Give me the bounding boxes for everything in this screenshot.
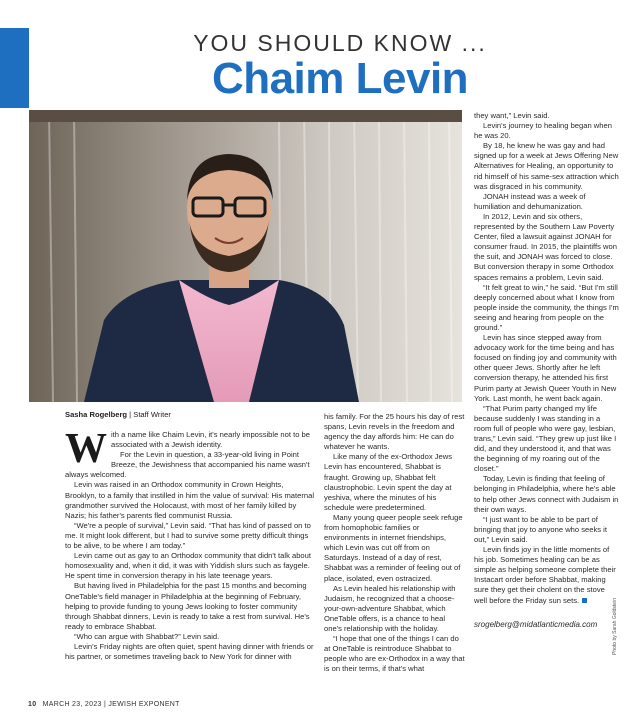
closing-text: Levin finds joy in the little moments of his job. Sometimes healing can be as simple as helping someone complete their Instacart order before Shabbat, making sure they get their cholent on the stove well before the Friday sun sets. <box>474 545 616 605</box>
publication-name: JEWISH EXPONENT <box>108 701 180 708</box>
paragraph: Levin's journey to healing began when he was 20. <box>474 121 612 141</box>
paragraph: “It felt great to win,” he said. “But I'm still deeply concerned about what I know from people inside the community, the things I'm seeing and hearing from people on the ground.” <box>474 282 619 332</box>
article-column-2 <box>324 412 465 674</box>
paragraph: Levin has since stepped away from advocacy work for the time being and has focused on finding joy and community with other queer Jews. Shortly after he left conversion therapy, he attended his first Purim party at Jewish Queer Youth in New York. Last month, he went back again. <box>474 333 617 403</box>
footer-separator: | <box>103 701 107 708</box>
paragraph: Many young queer people seek refuge from homophobic families or environments in internet friendships, which Levin was cut off from on Saturdays. Instead of a day of rest, Shabbat was a reminder of feeling out of place, isolated, even ostracized. <box>324 512 463 583</box>
paragraph: they want,” Levin said. <box>474 111 550 120</box>
paragraph: Levin came out as gay to an Orthodox community that didn't talk about homosexuality and, when it did, it was with Yiddish slurs such as faygele. He spent time in conversion therapy in his late teenage years. <box>65 551 311 581</box>
author-email-line <box>474 620 619 630</box>
paragraph: “Who can argue with Shabbat?” Levin said. <box>74 631 220 641</box>
paragraph: But having lived in Philadelphia for the past 15 months and becoming OneTable's field manager in Philadelphia at the beginning of February, helping to provide funding to young Jews looking to foster community through Shabbat dinners, Levin is ready to take a rest from survival. He's ready to embrace Shabbat. <box>65 581 310 631</box>
accent-bar <box>0 28 29 108</box>
article-column-3 <box>474 111 619 630</box>
paragraph: “I hope that one of the things I can do at OneTable is reintroduce Shabbat to people who are ex-Orthodox in a way that is on their terms, if that's what <box>324 634 465 674</box>
drop-cap: W <box>65 426 107 472</box>
paragraph: For the Levin in question, a 33-year-old living in Point Breeze, the Jewishness that accompanied his name wasn't always welcomed. <box>65 450 310 480</box>
page-number: 10 <box>28 701 37 708</box>
article-column-1 <box>65 426 315 662</box>
paragraph: ith a name like Chaim Levin, it's nearly impossible not to be associated with a Jewish identity. <box>111 430 310 450</box>
author-name: Sasha Rogelberg <box>65 410 128 419</box>
paragraph: Levin was raised in an Orthodox community in Crown Heights, Brooklyn, to a family that instilled in him the value of survival: His maternal grandmother survived the Holocaust, with most of her family killed by Nazis; his father's parents fled communist Russia. <box>65 480 315 520</box>
paragraph: Today, Levin is finding that feeling of belonging in Philadelphia, where he's able to help other Jews connect with Judaism in their own ways. <box>474 474 619 514</box>
paragraph: In 2012, Levin and six others, represented by the Southern Law Poverty Center, filed a lawsuit against JONAH for consumer fraud. In 2015, the plaintiffs won the suit, and JONAH was forced to close. But conversion therapy in some Orthodox spaces remains a problem, Levin said. <box>474 211 617 282</box>
paragraph: “That Purim party changed my life because suddenly I was standing in a room full of people who were gay, lesbian, trans,” Levin said. “They grew up just like I did, and they understood it, and that was the beginning of my roaring out of the closet.” <box>474 403 617 474</box>
byline: Sasha Rogelberg | Staff Writer <box>65 410 171 419</box>
section-kicker: YOU SHOULD KNOW ... <box>193 30 487 56</box>
page-footer <box>28 701 180 708</box>
paragraph: By 18, he knew he was gay and had signed up for a week at Jews Offering New Alternatives for Healing, an opportunity to rid himself of his same-sex attraction which was disgraced in his community. <box>474 141 619 191</box>
author-role: Staff Writer <box>133 410 171 419</box>
end-mark-icon <box>582 598 587 603</box>
page-title: Chaim Levin <box>211 54 469 103</box>
portrait-photo <box>29 110 462 402</box>
paragraph <box>474 545 619 606</box>
paragraph: “We're a people of survival,” Levin said. “That has kind of passed on to me. It might look different, but I had to survive some pretty difficult things to be alive, to be where I am today.” <box>65 520 311 551</box>
paragraph: Levin's Friday nights are often quiet, spent having dinner with friends or his partner, or sometimes traveling back to New York for dinner with <box>65 641 314 662</box>
paragraph: JONAH instead was a week of humiliation and dehumanization. <box>474 191 586 211</box>
paragraph: “I just want to be able to be part of bringing that joy to anyone who seeks it out,” Levin said. <box>474 514 607 544</box>
author-email[interactable]: srogelberg@midatlanticmedia.com <box>474 619 598 629</box>
paragraph: As Levin healed his relationship with Judaism, he recognized that a choose-your-own-adventure Shabbat, which OneTable offers, is a chance to heal one's relationship with the holiday. <box>324 583 456 633</box>
paragraph: Like many of the ex-Orthodox Jews Levin has encountered, Shabbat is fraught. Growing up, Shabbat felt claustrophobic. Levin spent the day at yeshiva, where the minutes of his schedule were predetermined. <box>324 452 453 512</box>
paragraph: his family. For the 25 hours his day of rest spans, Levin revels in the freedom and agency the day affords him: He can do whatever he wants. <box>324 412 465 452</box>
issue-date: MARCH 23, 2023 <box>42 701 102 708</box>
photo-credit: Photo by Sarah Goldstein <box>612 598 618 655</box>
